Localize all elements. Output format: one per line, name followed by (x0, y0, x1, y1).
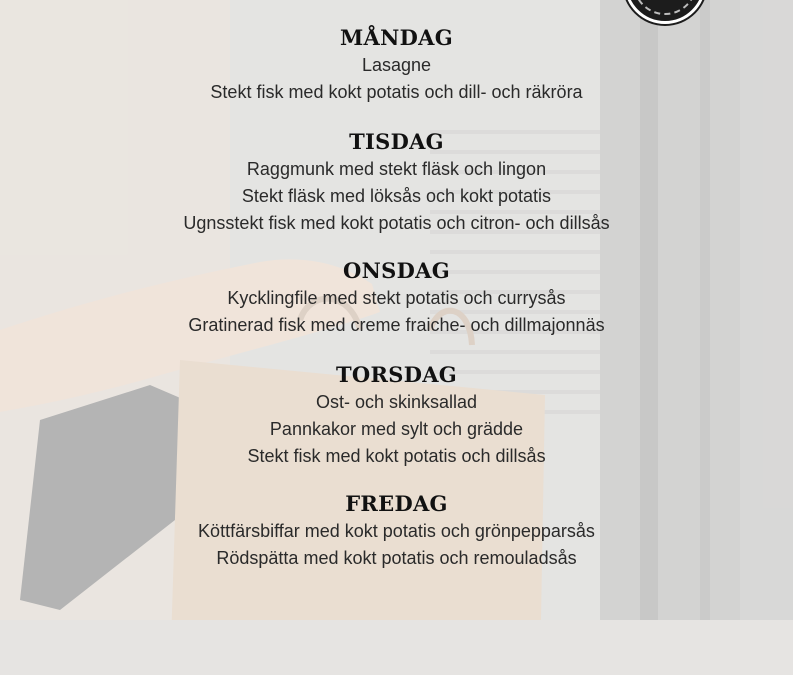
dish-item: Stekt fläsk med löksås och kokt potatis (241, 186, 552, 206)
day-block-friday (0, 490, 793, 572)
day-heading: FREDAG (345, 491, 448, 516)
dish-item: Ost- och skinksallad (315, 392, 478, 412)
day-heading: TORSDAG (335, 362, 458, 387)
day-heading: ONSDAG (343, 258, 450, 283)
dish-item: Kycklingfile med stekt potatis och currysås (227, 288, 566, 308)
day-block-thursday (0, 361, 793, 470)
dish-item: Stekt fisk med kokt potatis och dillsås (247, 446, 546, 466)
weekly-lunch-menu (0, 24, 793, 594)
day-heading: TISDAG (349, 129, 444, 154)
dish-item: Stekt fisk med kokt potatis och dill- och räkröra (210, 82, 583, 102)
dish-item: Raggmunk med stekt fläsk och lingon (246, 159, 547, 179)
dish-item: Köttfärsbiffar med kokt potatis och grönpepparsås (198, 521, 595, 541)
dish-item: Lasagne (361, 55, 432, 75)
dish-item: Rödspätta med kokt potatis och remouladsås (216, 548, 577, 568)
day-block-wednesday (0, 257, 793, 339)
award-seal-ring (633, 0, 697, 15)
dish-item: Pannkakor med sylt och grädde (269, 419, 524, 439)
day-block-tuesday (0, 128, 793, 237)
day-heading: MÅNDAG (340, 25, 453, 50)
dish-item: Gratinerad fisk med creme fraiche- och dillmajonnäs (188, 315, 605, 335)
day-block-monday (0, 24, 793, 106)
dish-item: Ugnsstekt fisk med kokt potatis och citron- och dillsås (183, 213, 610, 233)
